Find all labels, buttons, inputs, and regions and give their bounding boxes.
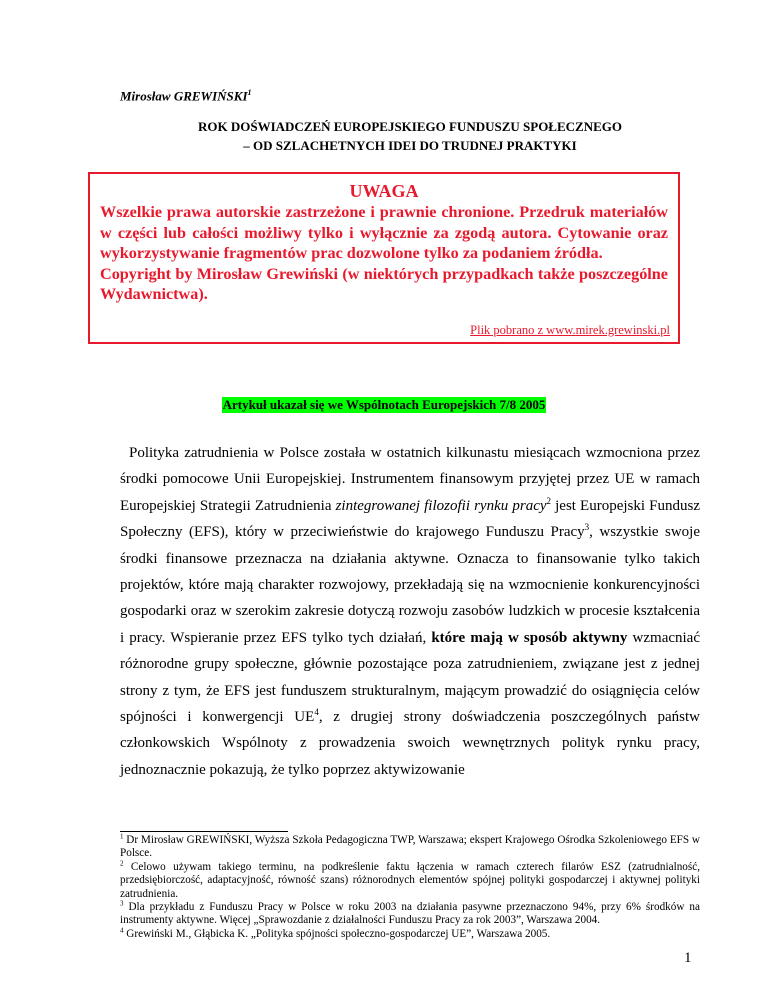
footnotes: [120, 834, 700, 941]
body-text-3: , wszystkie swoje środki finansowe przeznacza na działania aktywne. Oznacza to finansowanie tylko takich projektów, które mają charakter rozwojowy, przekładają się na wzmocnienie konkurencyjności gospodarki oraz w szerokim zakresie dotyczą rozwoju zasobów ludzkich w procesie kształcenia i pracy. Wspieranie przez EFS tylko tych działań,: [120, 524, 700, 646]
publication-note-row: [0, 396, 768, 414]
footnote-number: 1: [120, 832, 124, 841]
notice-heading: UWAGA: [349, 181, 419, 201]
footnote: [120, 861, 700, 901]
footnote: [120, 834, 700, 861]
author-footnote-ref: 1: [247, 88, 252, 97]
footnote-ref-2: 2: [546, 495, 552, 506]
page-number: 1: [684, 950, 692, 966]
body-bold-phrase: które mają w sposób aktywny: [431, 629, 628, 646]
body-text-1: Polityka zatrudnienia w Polsce została w ostatnich kilkunastu miesiącach wzmocniona przez środki pomocowe Unii Europejskiej. Instrumentem finansowym przyjętej przez UE w ramach Europejskiej Strategii Zatrudnienia: [120, 445, 700, 514]
download-source-link[interactable]: Plik pobrano z www.mirek.grewinski.pl: [470, 323, 670, 337]
footnote: [120, 928, 700, 941]
footnote-number: 2: [120, 859, 124, 868]
title-line-2: – OD SZLACHETNYCH IDEI DO TRUDNEJ PRAKTYKI: [243, 138, 577, 153]
publication-note: Artykuł ukazał się we Wspólnotach Europejskich 7/8 2005: [222, 397, 546, 412]
copyright-notice-box: [88, 172, 680, 344]
footnote-number: 4: [120, 926, 124, 935]
footnote-text: Celowo używam takiego terminu, na podkreślenie faktu łączenia w ramach czterech filarów ESZ (zatrudnialność, przedsiębiorczość, adaptacyjność, równość szans) różnorodnych elementów spójnej polityki gospodarczej i aktywnej polityki zatrudnienia.: [120, 860, 700, 900]
author-text: Mirosław GREWIŃSKI: [120, 88, 248, 104]
footnote-text: Dla przykładu z Funduszu Pracy w Polsce w roku 2003 na działania pasywne przeznaczono 94%, przy 6% środków na instrumenty aktywne. Więcej „Sprawozdanie z działalności Funduszu Pracy za rok 2003”, Warszawa 2004.: [120, 901, 700, 927]
notice-copyright: Copyright by Mirosław Grewiński (w niektórych przypadkach także poszczególne Wydawnictwa).: [100, 264, 668, 303]
body-text-5: , z drugiej strony doświadczenia poszczególnych państw członkowskich Wspólnoty z prowadzenia swoich wewnętrznych polityk rynku pracy, jednoznacznie pokazują, że tylko poprzez aktywizowanie: [120, 709, 700, 778]
title-line-1: ROK DOŚWIADCZEŃ EUROPEJSKIEGO FUNDUSZU SPOŁECZNEGO: [197, 119, 622, 134]
author-name: [120, 88, 252, 104]
article-body: [120, 440, 700, 783]
footnote-ref-3: 3: [584, 522, 590, 533]
body-paragraph: [120, 440, 700, 783]
footnote-ref-4: 4: [314, 707, 319, 718]
body-italic-term: zintegrowanej filozofii rynku pracy: [335, 497, 547, 514]
footnote-text: Dr Mirosław GREWIŃSKI, Wyższa Szkoła Pedagogiczna TWP, Warszawa; ekspert Krajowego Ośrodka Szkoleniowego EFS w Polsce.: [120, 834, 700, 860]
footnote-number: 3: [120, 899, 124, 908]
footnote-separator: [120, 831, 288, 832]
article-title: [120, 117, 700, 155]
body-text-2: jest Europejski Fundusz Społeczny (EFS), który w przeciwieństwie do krajowego Funduszu Pracy: [120, 497, 700, 541]
footnote-text: Grewiński M., Głąbicka K. „Polityka spójności społeczno-gospodarczej UE”, Warszawa 2005.: [123, 927, 551, 940]
footnote: [120, 901, 700, 928]
body-text-4: wzmacniać różnorodne grupy społeczne, głównie pozostające poza zatrudnieniem, związane jest z jednej strony z tym, że EFS jest funduszem strukturalnym, mającym prowadzić do osiągnięcia celów spójności i konwergencji UE: [120, 629, 700, 726]
notice-body: [100, 202, 668, 305]
notice-text: Wszelkie prawa autorskie zastrzeżone i prawnie chronione. Przedruk materiałów w części lub całości możliwy tylko i wyłącznie za zgodą autora. Cytowanie oraz wykorzystywanie fragmentów prac dozwolone tylko za podaniem źródła.: [100, 203, 668, 262]
